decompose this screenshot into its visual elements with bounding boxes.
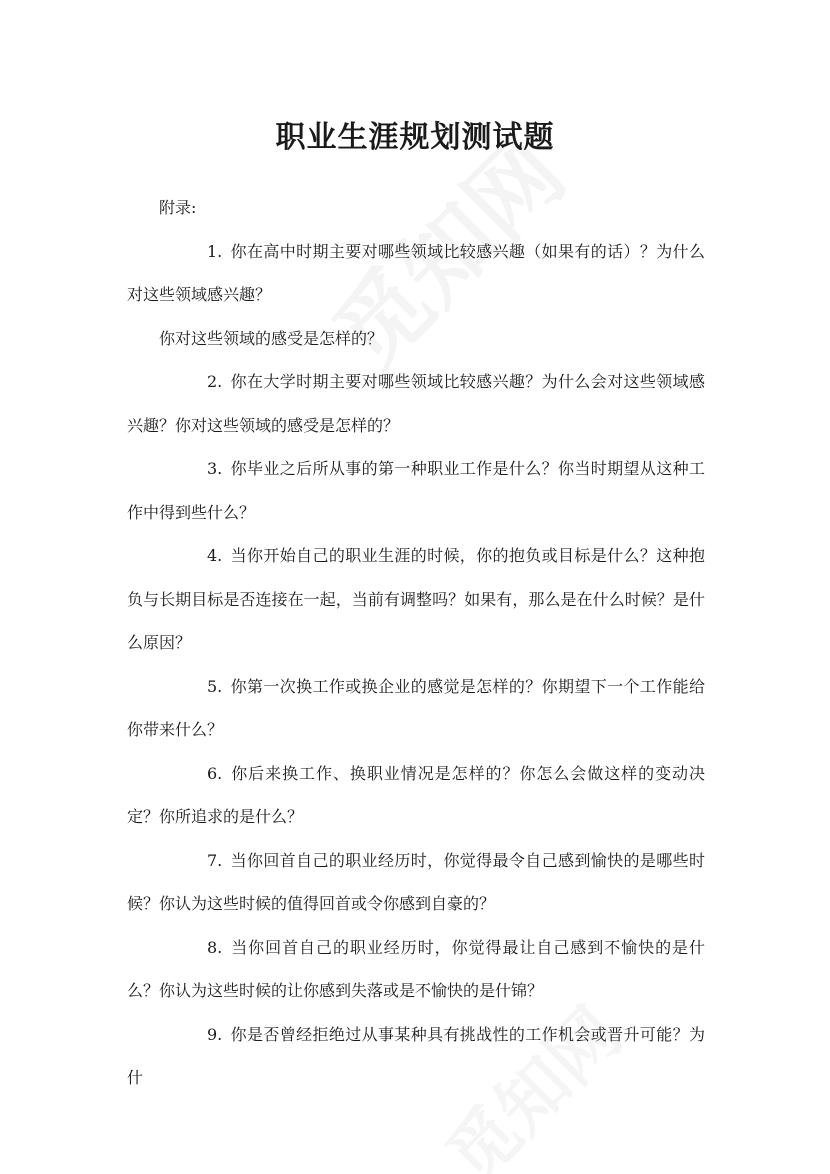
question-2 xyxy=(127,360,705,447)
question-4 xyxy=(127,534,705,665)
question-text: 你在大学时期主要对哪些领域比较感兴趣？为什么会对这些领域感兴趣？你对这些领域的感受是怎样的？ xyxy=(127,372,705,435)
question-text: 当你回首自己的职业经历时，你觉得最令自己感到愉快的是哪些时候？你认为这些时候的值得回首或令你感到自豪的？ xyxy=(127,850,705,913)
question-text: 当你回首自己的职业经历时，你觉得最让自己感到不愉快的是什么？你认为这些时候的让你感到失落或是不愉快的是什锦？ xyxy=(127,937,705,1000)
question-text: 你第一次换工作或换企业的感觉是怎样的？你期望下一个工作能给你带来什么？ xyxy=(127,676,705,739)
question-text: 当你开始自己的职业生涯的时候，你的抱负或目标是什么？这种抱负与长期目标是否连接在一起，当前有调整吗？如果有，那么是在什么时候？是什么原因？ xyxy=(127,546,705,652)
question-3 xyxy=(127,447,705,534)
appendix-label: 附录: xyxy=(159,198,197,217)
question-number: 6. xyxy=(207,763,223,783)
question-number: 8. xyxy=(207,937,223,957)
question-9 xyxy=(127,1013,705,1100)
question-1-continuation xyxy=(127,317,705,361)
question-5 xyxy=(127,665,705,752)
question-number: 3. xyxy=(207,459,223,478)
question-number: 2. xyxy=(207,372,223,391)
question-number: 4. xyxy=(207,546,223,565)
question-text: 你是否曾经拒绝过从事某种具有挑战性的工作机会或晋升可能？为什 xyxy=(127,1024,705,1087)
question-text: 你对这些领域的感受是怎样的？ xyxy=(159,328,384,348)
question-number: 1. xyxy=(207,241,223,261)
question-text: 你毕业之后所从事的第一种职业工作是什么？你当时期望从这种工作中得到些什么？ xyxy=(127,459,705,522)
question-text: 你在高中时期主要对哪些领域比较感兴趣（如果有的话）？为什么对这些领域感兴趣？ xyxy=(127,241,705,304)
question-8 xyxy=(127,926,705,1013)
question-7 xyxy=(127,839,705,926)
question-number: 5. xyxy=(207,676,223,696)
question-number: 9. xyxy=(207,1024,223,1044)
question-number: 7. xyxy=(207,850,223,870)
question-6 xyxy=(127,752,705,839)
question-text: 你后来换工作、换职业情况是怎样的？你怎么会做这样的变动决定？你所追求的是什么？ xyxy=(127,763,705,826)
page-title: 职业生涯规划测试题 xyxy=(275,120,555,155)
question-1 xyxy=(127,230,705,317)
document-body xyxy=(127,186,705,1100)
